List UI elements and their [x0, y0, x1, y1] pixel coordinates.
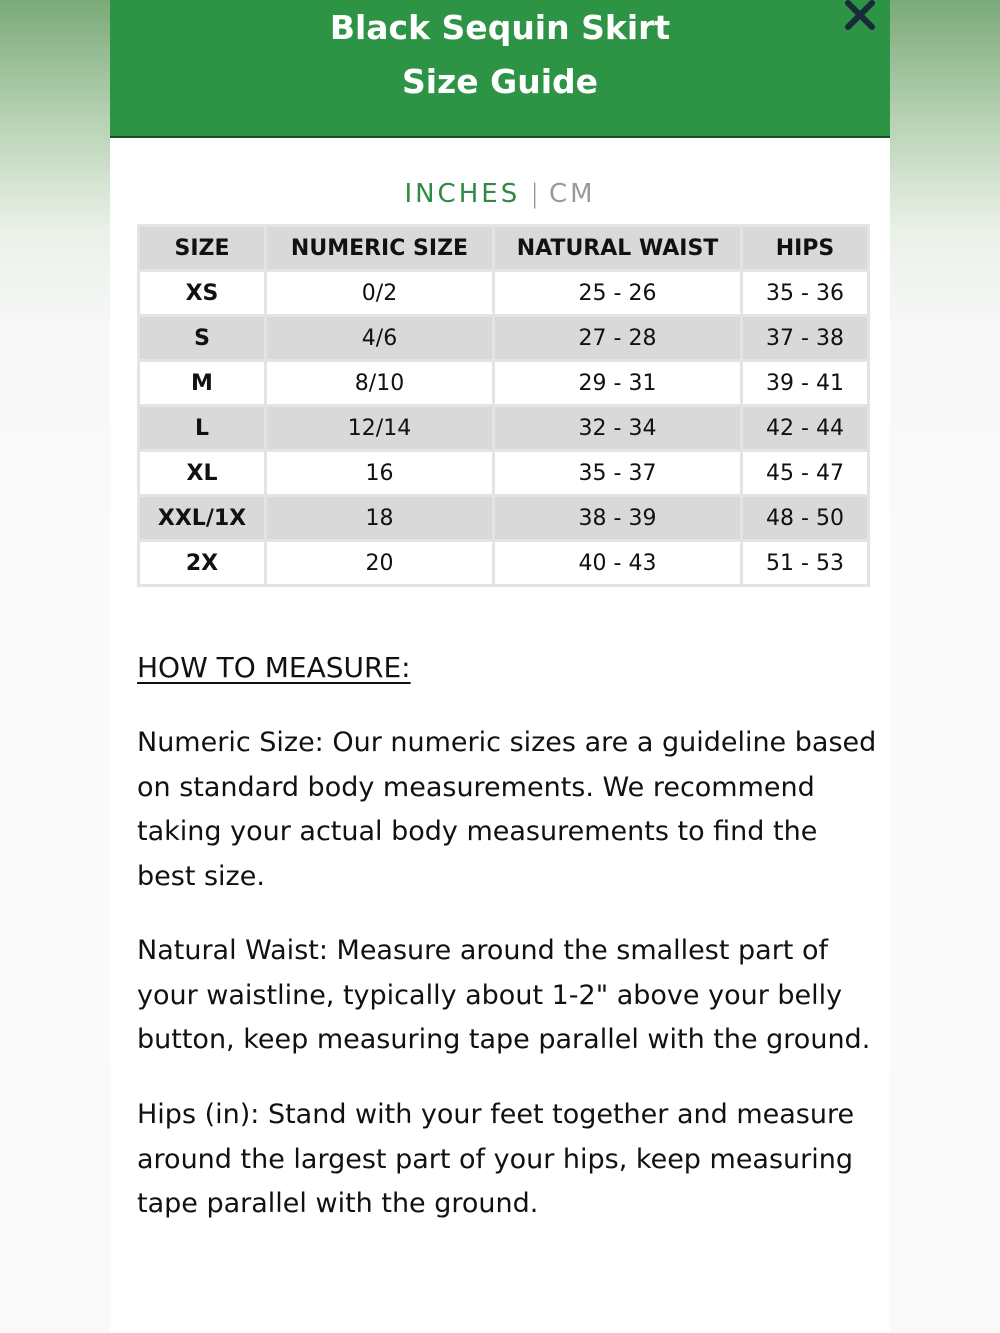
numeric-size-cell: 0/2 — [266, 271, 494, 316]
close-button[interactable] — [840, 0, 880, 37]
numeric-size-cell: 18 — [266, 496, 494, 541]
how-to-measure-heading: HOW TO MEASURE: — [137, 651, 411, 684]
hips-cell: 39 - 41 — [742, 361, 869, 406]
hips-cell: 35 - 36 — [742, 271, 869, 316]
size-cell: 2X — [139, 541, 266, 586]
unit-toggle — [110, 175, 890, 212]
header-natural-waist: NATURAL WAIST — [494, 226, 742, 271]
size-cell: XS — [139, 271, 266, 316]
header-hips: HIPS — [742, 226, 869, 271]
numeric-size-cell: 4/6 — [266, 316, 494, 361]
numeric-size-cell: 16 — [266, 451, 494, 496]
natural-waist-cell: 29 - 31 — [494, 361, 742, 406]
natural-waist-cell: 35 - 37 — [494, 451, 742, 496]
modal-title-line-2: Size Guide — [401, 62, 599, 101]
hips-cell: 45 - 47 — [742, 451, 869, 496]
table-row — [139, 406, 869, 451]
natural-waist-description: Natural Waist: Measure around the smallest part of your waistline, typically about 1-2" above your belly button, keep measuring tape parallel with the ground. — [137, 935, 871, 1056]
close-icon — [840, 0, 880, 37]
hips-cell: 37 - 38 — [742, 316, 869, 361]
natural-waist-cell: 40 - 43 — [494, 541, 742, 586]
modal-header — [110, 0, 890, 138]
table-row — [139, 496, 869, 541]
hips-cell: 51 - 53 — [742, 541, 869, 586]
size-cell: L — [139, 406, 266, 451]
hips-description: Hips (in): Stand with your feet together and measure around the largest part of your hips, keep measuring tape parallel with the ground. — [137, 1099, 855, 1220]
unit-inches-button[interactable]: INCHES — [404, 178, 521, 209]
size-cell: XL — [139, 451, 266, 496]
numeric-size-description: Numeric Size: Our numeric sizes are a guideline based on standard body measurements. We recommend taking your actual body measurements to find the best size. — [137, 727, 877, 892]
natural-waist-cell: 32 - 34 — [494, 406, 742, 451]
unit-separator: | — [530, 178, 539, 209]
table-row — [139, 451, 869, 496]
numeric-size-cell: 20 — [266, 541, 494, 586]
header-size: SIZE — [139, 226, 266, 271]
table-header-row — [139, 226, 869, 271]
size-cell: S — [139, 316, 266, 361]
table-row — [139, 316, 869, 361]
size-cell: XXL/1X — [139, 496, 266, 541]
size-cell: M — [139, 361, 266, 406]
unit-cm-button[interactable]: CM — [548, 178, 596, 209]
natural-waist-cell: 38 - 39 — [494, 496, 742, 541]
modal-title-line-1: Black Sequin Skirt — [329, 8, 671, 47]
table-row — [139, 271, 869, 316]
header-numeric-size: NUMERIC SIZE — [266, 226, 494, 271]
size-table — [137, 224, 870, 587]
natural-waist-cell: 27 - 28 — [494, 316, 742, 361]
size-guide-modal — [110, 0, 890, 1333]
numeric-size-cell: 8/10 — [266, 361, 494, 406]
natural-waist-cell: 25 - 26 — [494, 271, 742, 316]
table-row — [139, 361, 869, 406]
hips-cell: 48 - 50 — [742, 496, 869, 541]
hips-cell: 42 - 44 — [742, 406, 869, 451]
numeric-size-cell: 12/14 — [266, 406, 494, 451]
table-row — [139, 541, 869, 586]
